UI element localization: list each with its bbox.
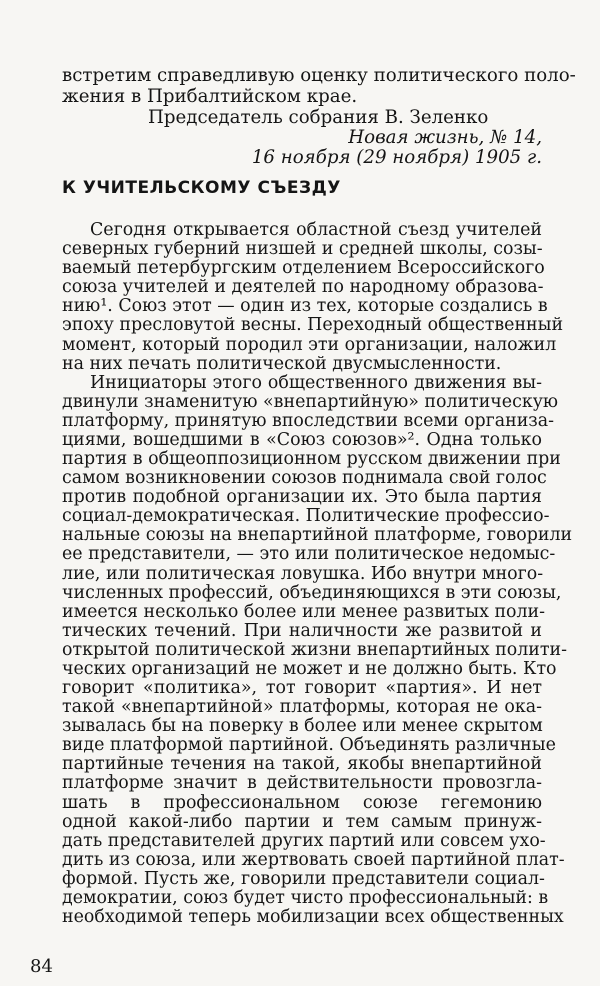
text-line: платформу, принятую впоследствии всеми организа- (62, 410, 555, 431)
text-line: такой «внепартийной» платформы, которая не ока- (62, 697, 542, 718)
text-line: необходимой теперь мобилизации всех общественных (62, 907, 564, 927)
text-line: на них печать политической двусмысленности. (62, 353, 502, 374)
text-line: северных губерний низшей и средней школы, созы- (62, 239, 543, 260)
text-line: циями, вошедшими в «Союз союзов»². Одна только (62, 429, 542, 450)
text-line: партийные течения на такой, якобы внепартийной (62, 754, 542, 775)
text-line: говорит «политика», тот говорит «партия». И нет (62, 678, 542, 698)
text-line: двинули знаменитую «внепартийную» политическую (62, 391, 559, 412)
text-line: формой. Пусть же, говорили представители социал- (62, 868, 545, 889)
page-number: 84 (30, 956, 53, 977)
text-line: встретим справедливую оценку политического поло- (62, 65, 576, 86)
text-line: платформе значит в действительности провозгла- (62, 773, 542, 794)
text-line: численных профессий, объединяющихся в эти союзы, (62, 582, 562, 603)
text-line: ваемый петербургским отделением Всероссийского (62, 258, 545, 279)
text-line: виде платформой партийной. Объединять различные (62, 735, 556, 756)
source-line: Новая жизнь, № 14, (348, 127, 542, 148)
text-line: дить из союза, или жертвовать своей партийной плат- (62, 849, 565, 870)
text-line: эпоху пресловутой весны. Переходный общественный (62, 315, 564, 336)
text-line: социал-демократическая. Политические профессио- (62, 506, 550, 527)
text-line: союза учителей и деятелей по народному образова- (62, 277, 544, 298)
text-line: партия в общеоппозиционном русском движении при (62, 449, 561, 469)
text-line: демократии, союз будет чисто профессиональный: в (62, 887, 549, 908)
text-line: момент, который породил эти организации, наложил (62, 334, 557, 355)
text-line: нальные союзы на внепартийной платформе, говорили (62, 525, 573, 546)
text-line: нию¹. Союз этот — один из тех, которые создались в (62, 296, 548, 317)
text-line: самом возникновении союзов поднимала свой голос (62, 468, 547, 489)
text-line: шать в профессиональном союзе гегемонию (62, 792, 542, 813)
text-line: зывалась бы на поверку в более или менее скрытом (62, 716, 543, 737)
text-line: против подобной организации их. Это была партия (62, 487, 542, 508)
text-line: Сегодня открывается областной съезд учителей (90, 220, 542, 240)
text-line: Инициаторы этого общественного движения вы- (90, 372, 542, 393)
text-line: дать представителей других партий или совсем ухо- (62, 830, 546, 851)
text-line: ее представители, — это или политическое недомыс- (62, 544, 556, 565)
text-line: тических течений. При наличности же развитой и (62, 620, 542, 641)
signature-line: Председатель собрания В. Зеленко (148, 107, 489, 128)
text-line: открытой политической жизни внепартийных полити- (62, 639, 567, 660)
text-line: имеется несколько более или менее развитых поли- (62, 601, 546, 622)
text-line: лие, или политическая ловушка. Ибо внутри много- (62, 563, 544, 584)
source-date-line: 16 ноября (29 ноября) 1905 г. (251, 147, 542, 168)
text-line: одной какой-либо партии и тем самым принуж- (62, 811, 542, 832)
section-heading: К УЧИТЕЛЬСКОМУ СЪЕЗДУ (62, 178, 341, 198)
text-line: жения в Прибалтийском крае. (62, 86, 358, 107)
text-line: ческих организаций не может и не должно быть. Кто (62, 658, 557, 679)
